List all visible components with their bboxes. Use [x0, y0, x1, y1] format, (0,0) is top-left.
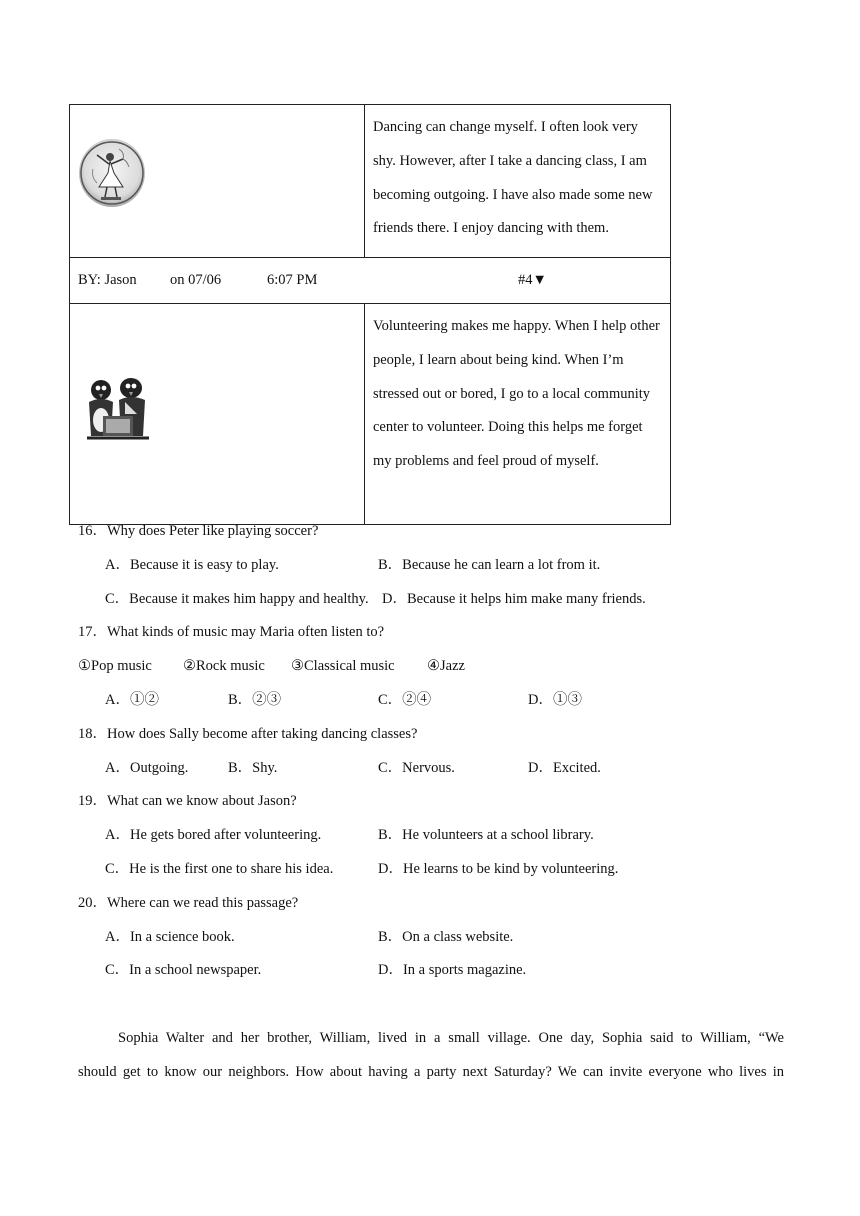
- post-time: 6:07 PM: [267, 272, 318, 288]
- question-16-option-c: C．Because it makes him happy and healthy.: [105, 591, 369, 607]
- question-19-stem: 19．What can we know about Jason?: [78, 793, 297, 809]
- question-20-option-b: B．On a class website.: [378, 929, 514, 945]
- music-item: ①Pop music: [78, 658, 152, 674]
- question-19-option-d: D．He learns to be kind by volunteering.: [378, 861, 619, 877]
- question-18-option-b: B．Shy.: [228, 760, 278, 776]
- question-19-option-c: C．He is the first one to share his idea.: [105, 861, 334, 877]
- music-item: ④Jazz: [427, 658, 465, 674]
- post-image-cell: [70, 304, 365, 525]
- question-18-stem: 18．How does Sally become after taking dancing classes?: [78, 726, 418, 742]
- dancer-icon: [79, 139, 145, 207]
- post-meta-cell: [70, 258, 671, 304]
- post-author: BY: Jason: [78, 272, 137, 288]
- question-16-stem: 16．Why does Peter like playing soccer?: [78, 523, 319, 539]
- post-number: #4▼: [518, 272, 547, 288]
- passage-line: Sophia Walter and her brother, William, lived in a small village. One day, Sophia said to William, “We: [118, 1030, 784, 1046]
- post-meta-row: [70, 258, 671, 304]
- question-18-option-c: C．Nervous.: [378, 760, 455, 776]
- question-20-stem: 20．Where can we read this passage?: [78, 895, 299, 911]
- question-17-option-a: A．①②: [105, 692, 159, 708]
- question-16-option-a: A．Because it is easy to play.: [105, 557, 279, 573]
- post-image-cell: [70, 105, 365, 258]
- post-date: on 07/06: [170, 272, 222, 288]
- post-row-jason: [70, 304, 671, 525]
- question-18-option-d: D．Excited.: [528, 760, 601, 776]
- post-row-sally: [70, 105, 671, 258]
- music-item: ②Rock music: [183, 658, 265, 674]
- question-18-option-a: A．Outgoing.: [105, 760, 189, 776]
- question-19-option-a: A．He gets bored after volunteering.: [105, 827, 322, 843]
- passage-line: should get to know our neighbors. How about having a party next Saturday? We can invite everyone who lives in: [78, 1064, 784, 1080]
- music-item: ③Classical music: [291, 658, 395, 674]
- question-19-option-b: B．He volunteers at a school library.: [378, 827, 594, 843]
- question-16-option-d: D．Because it helps him make many friends.: [382, 591, 646, 607]
- post-text-cell: Volunteering makes me happy. When I help other people, I learn about being kind. When I’m stressed out or bored, I go to a local community center to volunteer. Doing this helps me forget my problems and feel proud of myself.: [365, 304, 671, 525]
- forum-posts-table: [69, 104, 671, 525]
- post-text-cell: Dancing can change myself. I often look very shy. However, after I take a dancing class, I am becoming outgoing. I have also made some new friends there. I enjoy dancing with them.: [365, 105, 671, 258]
- question-17-stem: 17．What kinds of music may Maria often listen to?: [78, 624, 385, 640]
- question-17-option-c: C．②④: [378, 692, 432, 708]
- penguins-icon: [81, 378, 155, 444]
- question-16-option-b: B．Because he can learn a lot from it.: [378, 557, 601, 573]
- question-20-option-a: A．In a science book.: [105, 929, 235, 945]
- question-17-option-d: D．①③: [528, 692, 582, 708]
- question-17-option-b: B．②③: [228, 692, 282, 708]
- question-20-option-c: C．In a school newspaper.: [105, 962, 262, 978]
- question-20-option-d: D．In a sports magazine.: [378, 962, 527, 978]
